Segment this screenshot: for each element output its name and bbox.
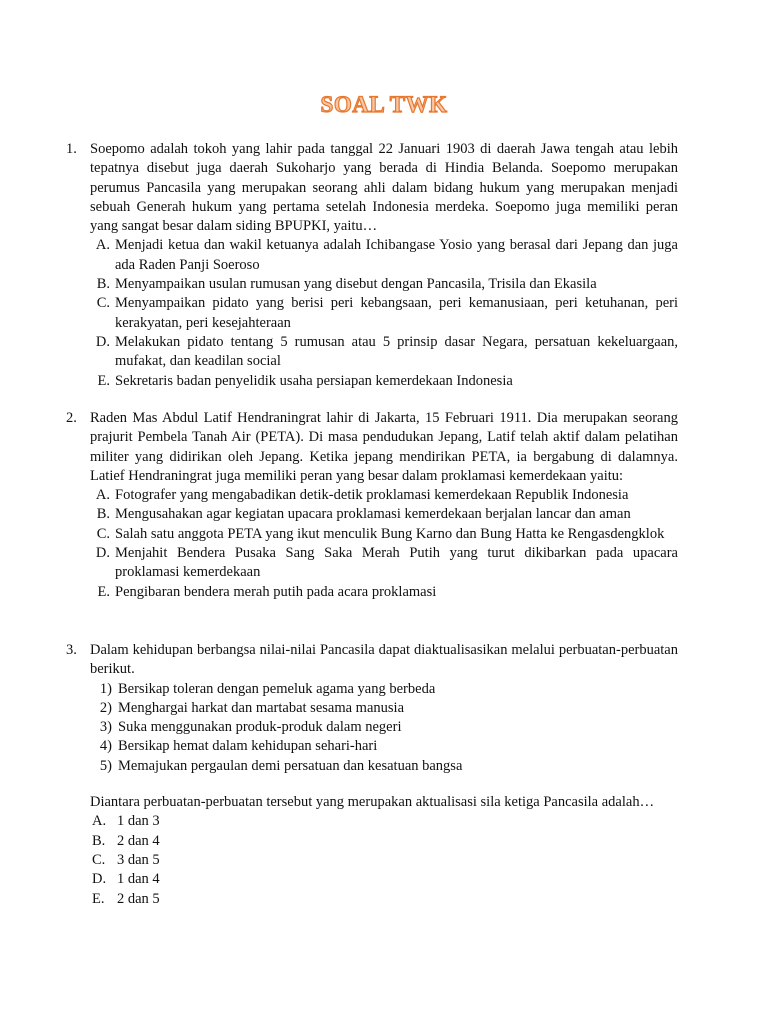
option-label: E.: [97, 583, 110, 600]
option-label: D.: [95, 545, 110, 562]
statement-label: 4): [99, 738, 112, 755]
question-2: [66, 409, 678, 602]
option-label: C.: [92, 851, 106, 868]
statement-1: [90, 680, 678, 699]
option-label: A.: [92, 813, 107, 830]
option-label: C.: [96, 295, 110, 312]
statement-3: [90, 718, 678, 737]
option-label: D.: [92, 871, 107, 888]
question-number: 3.: [66, 642, 77, 658]
option-text: 2 dan 4: [117, 832, 160, 849]
option-text: Melakukan pidato tentang 5 rumusan atau 5 prinsip dasar Negara, persatuan kekeluargaan, mufakat, dan keadilan social: [115, 333, 678, 370]
option-text: Menyampaikan usulan rumusan yang disebut dengan Pancasila, Trisila dan Ekasila: [115, 276, 597, 293]
option-label: E.: [97, 372, 110, 389]
option-text: Menyampaikan pidato yang berisi peri kebangsaan, peri kemanusiaan, peri ketuhanan, peri kerakyatan, peri kesejahteraan: [115, 295, 678, 331]
option-label: D.: [95, 333, 110, 350]
option-a: [90, 486, 678, 505]
option-label: B.: [96, 506, 110, 523]
option-text: Mengusahakan agar kegiatan upacara proklamasi kemerdekaan berjalan lancar dan aman: [115, 506, 631, 523]
option-label: B.: [92, 832, 106, 849]
statement-5: [90, 757, 678, 776]
option-text: Pengibaran bendera merah putih pada acara proklamasi: [115, 583, 437, 600]
statement-label: 5): [99, 757, 112, 774]
option-d: [90, 870, 678, 889]
option-a: [90, 236, 678, 275]
statement-text: Bersikap hemat dalam kehidupan sehari-hari: [118, 738, 378, 755]
question-text: Dalam kehidupan berbangsa nilai-nilai Pancasila dapat diaktualisasikan melalui perbuatan-perbuatan berikut.: [90, 642, 678, 678]
option-label: E.: [92, 890, 105, 907]
question-prompt: Diantara perbuatan-perbuatan tersebut yang merupakan aktualisasi sila ketiga Pancasila adalah…: [90, 794, 655, 811]
option-label: C.: [96, 525, 110, 542]
question-number: 1.: [66, 141, 77, 157]
question-1: [66, 140, 678, 391]
statement-label: 1): [99, 680, 112, 697]
option-text: 3 dan 5: [117, 851, 160, 868]
option-c: [90, 525, 678, 544]
statement-2: [90, 699, 678, 718]
option-text: Sekretaris badan penyelidik usaha persiapan kemerdekaan Indonesia: [115, 372, 513, 389]
statement-label: 3): [99, 719, 112, 736]
statement-4: [90, 737, 678, 756]
option-text: Salah satu anggota PETA yang ikut menculik Bung Karno dan Bung Hatta ke Rengasdengklok: [115, 525, 665, 542]
option-b: [90, 832, 678, 851]
option-e: [90, 372, 678, 391]
question-text: Soepomo adalah tokoh yang lahir pada tanggal 22 Januari 1903 di daerah Jawa tengah atau lebih tepatnya disebut juga daerah Sukoharjo yang berada di Hindia Belanda. Soepomo merupakan perumus Pancasila yang merupakan seorang ahli dalam bidang hukum yang merupakan menjadi sebuah Generah hukum yang pertama setelah Indonesia merdeka. Soepomo juga memiliki peran yang sangat besar dalam siding BPUPKI, yaitu…: [90, 141, 678, 235]
statement-label: 2): [99, 699, 112, 716]
option-e: [90, 890, 678, 909]
statement-text: Menghargai harkat dan martabat sesama manusia: [118, 699, 404, 716]
question-text: Raden Mas Abdul Latif Hendraningrat lahir di Jakarta, 15 Februari 1911. Dia merupakan seorang prajurit Pembela Tanah Air (PETA). Di masa pendudukan Jepang, Latif telah aktif dalam pelatihan militer yang didirikan oleh Jepang. Ketika jepang mendirikan PETA, ia bergabung di dalamnya. Latief Hendraningrat juga memiliki peran yang besar dalam proklamasi kemerdekaan yaitu:: [90, 410, 678, 484]
statement-text: Bersikap toleran dengan pemeluk agama yang berbeda: [118, 680, 436, 697]
option-b: [90, 505, 678, 524]
option-label: A.: [95, 237, 110, 254]
option-text: Menjadi ketua dan wakil ketuanya adalah Ichibangase Yosio yang berasal dari Jepang dan juga ada Raden Panji Soeroso: [115, 237, 678, 273]
option-c: [90, 294, 678, 333]
option-text: 1 dan 4: [117, 871, 160, 888]
statement-text: Suka menggunakan produk-produk dalam negeri: [118, 719, 402, 736]
option-b: [90, 275, 678, 294]
option-text: 1 dan 3: [117, 813, 160, 830]
option-text: Menjahit Bendera Pusaka Sang Saka Merah Putih yang turut dikibarkan pada upacara proklamasi kemerdekaan: [115, 545, 678, 581]
question-3: [66, 641, 678, 909]
option-e: [90, 583, 678, 602]
option-c: [90, 851, 678, 870]
question-number: 2.: [66, 410, 77, 426]
option-label: B.: [96, 276, 110, 293]
option-text: Fotografer yang mengabadikan detik-detik proklamasi kemerdekaan Republik Indonesia: [115, 487, 629, 504]
option-d: [90, 544, 678, 583]
option-label: A.: [95, 487, 110, 504]
option-d: [90, 333, 678, 372]
statement-text: Memajukan pergaulan demi persatuan dan kesatuan bangsa: [118, 757, 463, 774]
page-title: SOAL TWK: [320, 92, 448, 117]
option-text: 2 dan 5: [117, 890, 160, 907]
option-a: [90, 812, 678, 831]
